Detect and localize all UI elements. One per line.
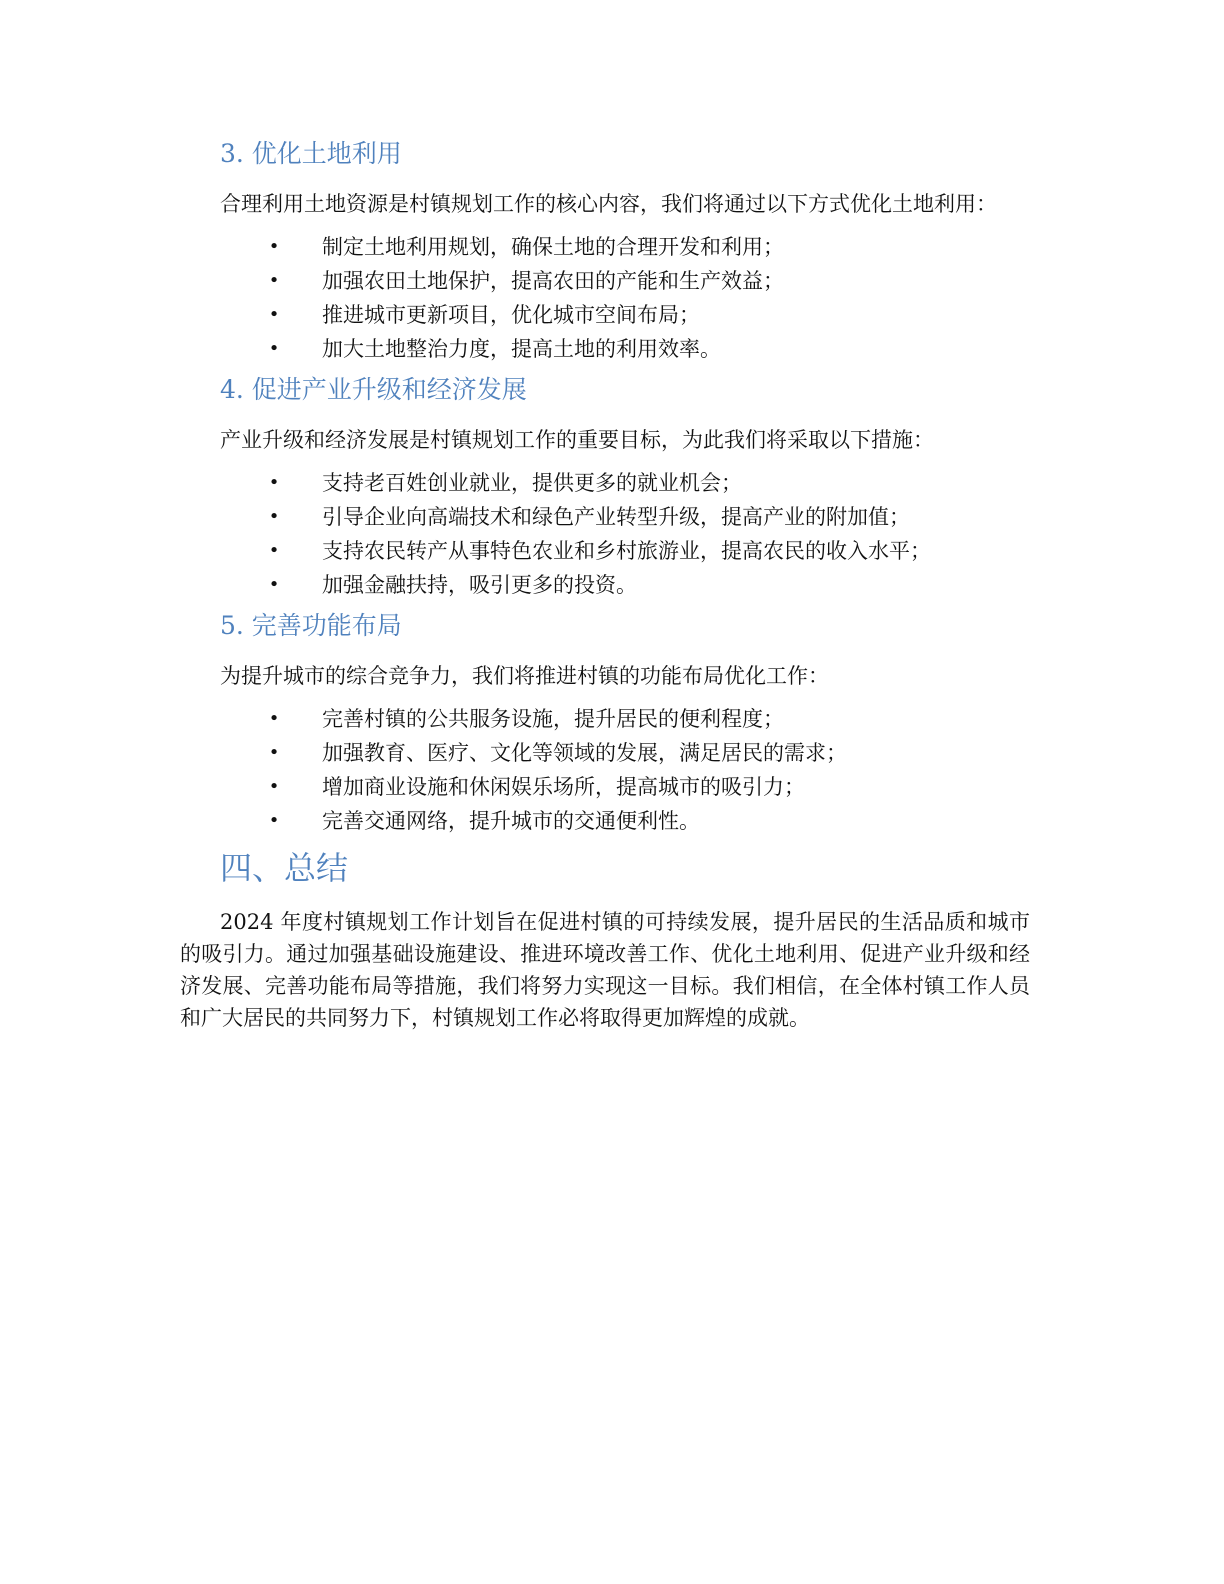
section-heading: 4. 促进产业升级和经济发展 [220, 375, 527, 404]
bullet-icon: • [268, 776, 280, 797]
list-item [180, 702, 1030, 736]
bullet-icon: • [268, 810, 280, 831]
bullet-icon: • [268, 708, 280, 729]
bullet-icon: • [268, 540, 280, 561]
list-item [180, 264, 1030, 298]
list-item-text: 加强农田土地保护，提高农田的产能和生产效益； [322, 269, 784, 293]
list-item-text: 加强金融扶持，吸引更多的投资。 [322, 573, 637, 597]
list-item-text: 支持农民转产从事特色农业和乡村旅游业，提高农民的收入水平； [322, 539, 931, 563]
list-item [180, 500, 1030, 534]
list-item [180, 332, 1030, 366]
section-function-layout [180, 606, 1030, 838]
list-item [180, 804, 1030, 838]
bullet-list [180, 702, 1030, 838]
list-item [180, 770, 1030, 804]
section-land-use [180, 134, 1030, 366]
document-body [180, 134, 1030, 1034]
section-summary [180, 844, 1030, 1034]
section-heading: 3. 优化土地利用 [220, 139, 402, 168]
bullet-icon: • [268, 506, 280, 527]
bullet-icon: • [268, 304, 280, 325]
bullet-list [180, 466, 1030, 602]
list-item-text: 制定土地利用规划，确保土地的合理开发和利用； [322, 235, 784, 259]
bullet-list [180, 230, 1030, 366]
list-item-text: 引导企业向高端技术和绿色产业转型升级，提高产业的附加值； [322, 505, 910, 529]
list-item [180, 534, 1030, 568]
bullet-icon: • [268, 574, 280, 595]
list-item [180, 298, 1030, 332]
list-item-text: 加强教育、医疗、文化等领域的发展，满足居民的需求； [322, 741, 847, 765]
list-item [180, 230, 1030, 264]
section-heading: 5. 完善功能布局 [220, 611, 402, 640]
list-item-text: 增加商业设施和休闲娱乐场所，提高城市的吸引力； [322, 775, 805, 799]
bullet-icon: • [268, 270, 280, 291]
list-item-text: 完善村镇的公共服务设施，提升居民的便利程度； [322, 707, 784, 731]
bullet-icon: • [268, 338, 280, 359]
bullet-icon: • [268, 472, 280, 493]
list-item-text: 加大土地整治力度，提高土地的利用效率。 [322, 337, 721, 361]
list-item [180, 466, 1030, 500]
list-item [180, 736, 1030, 770]
summary-paragraph: 2024 年度村镇规划工作计划旨在促进村镇的可持续发展，提升居民的生活品质和城市的吸引力。通过加强基础设施建设、推进环境改善工作、优化土地利用、促进产业升级和经济发展、完善功能布局等措施，我们将努力实现这一目标。我们相信，在全体村镇工作人员和广大居民的共同努力下，村镇规划工作必将取得更加辉煌的成就。 [180, 910, 1030, 1030]
list-item-text: 推进城市更新项目，优化城市空间布局； [322, 303, 700, 327]
list-item-text: 支持老百姓创业就业，提供更多的就业机会； [322, 471, 742, 495]
list-item-text: 完善交通网络，提升城市的交通便利性。 [322, 809, 700, 833]
section-intro: 合理利用土地资源是村镇规划工作的核心内容，我们将通过以下方式优化土地利用： [220, 192, 997, 216]
list-item [180, 568, 1030, 602]
section-intro: 产业升级和经济发展是村镇规划工作的重要目标，为此我们将采取以下措施： [220, 428, 934, 452]
bullet-icon: • [268, 236, 280, 257]
bullet-icon: • [268, 742, 280, 763]
section-intro: 为提升城市的综合竞争力，我们将推进村镇的功能布局优化工作： [220, 664, 829, 688]
summary-heading: 四、总结 [220, 849, 349, 887]
section-industry-upgrade [180, 370, 1030, 602]
